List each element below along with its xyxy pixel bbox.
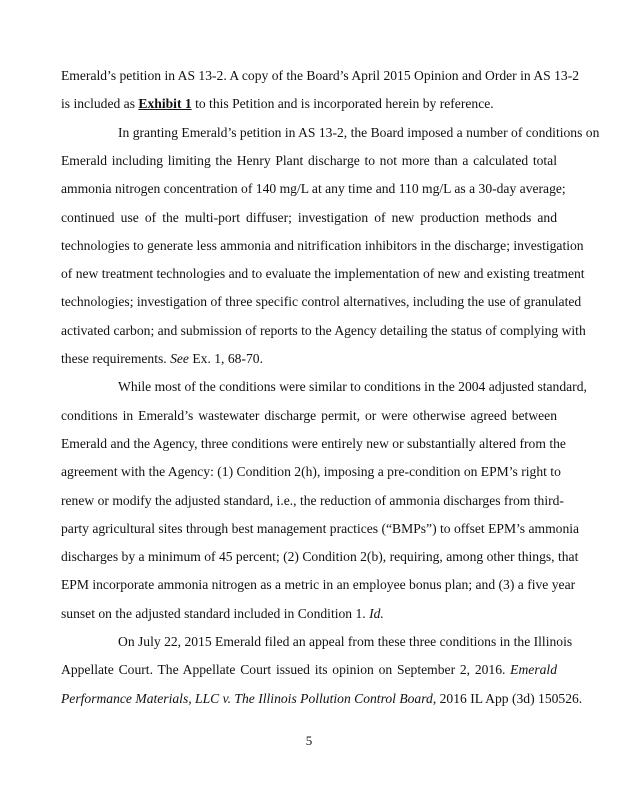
text-line: Emerald including limiting the Henry Plant discharge to not more than a calculated total — [61, 152, 557, 168]
text-span: to this Petition and is incorporated herein by reference. — [191, 96, 494, 112]
text-span: Appellate Court. The Appellate Court issued its opinion on September 2, 2016. — [61, 662, 511, 678]
text-line — [61, 96, 557, 112]
text-line — [61, 690, 583, 707]
text-line — [61, 351, 557, 367]
text-line — [61, 662, 557, 678]
text-line: On July 22, 2015 Emerald filed an appeal from these three conditions in the Illinois — [118, 634, 573, 649]
text-span: sunset on the adjusted standard included in Condition 1. — [61, 605, 370, 621]
italic-citation: Id. — [369, 605, 384, 621]
text-line: activated carbon; and submission of reports to the Agency detailing the status of complying with — [61, 322, 586, 338]
text-line: technologies; investigation of three specific control alternatives, including the use of granulated — [61, 294, 582, 310]
text-span: these requirements. — [61, 351, 171, 366]
text-span: Ex. 1, 68-70. — [188, 351, 263, 366]
text-line: ammonia nitrogen concentration of 140 mg/L at any time and 110 mg/L as a 30-day average; — [61, 181, 566, 197]
text-line: conditions in Emerald’s wastewater discharge permit, or were otherwise agreed between — [61, 407, 557, 423]
italic-citation: See — [170, 351, 189, 366]
text-span: , 2016 IL App (3d) 150526. — [432, 690, 583, 706]
text-line: Emerald and the Agency, three conditions were entirely new or substantially altered from the — [61, 435, 566, 451]
text-line: While most of the conditions were similar to conditions in the 2004 adjusted standard, — [118, 379, 587, 395]
text-line — [61, 606, 557, 622]
italic-citation: Emerald — [510, 662, 557, 678]
text-line: In granting Emerald’s petition in AS 13-2, the Board imposed a number of conditions on — [118, 124, 600, 140]
page-number: 5 — [305, 733, 313, 748]
italic-citation: Performance Materials, LLC v. The Illinois Pollution Control Board — [61, 690, 433, 706]
text-line: technologies to generate less ammonia and nitrification inhibitors in the discharge; investigation — [61, 237, 584, 253]
exhibit-reference: Exhibit 1 — [138, 96, 192, 112]
text-line: renew or modify the adjusted standard, i.e., the reduction of ammonia discharges from third- — [61, 492, 564, 508]
text-line: party agricultural sites through best management practices (“BMPs”) to offset EPM’s ammonia — [61, 520, 580, 536]
text-line: agreement with the Agency: (1) Condition 2(h), imposing a pre-condition on EPM’s right to — [61, 464, 561, 480]
text-line: continued use of the multi-port diffuser; investigation of new production methods and — [61, 209, 557, 225]
text-line: of new treatment technologies and to evaluate the implementation of new and existing treatment — [61, 266, 585, 282]
text-line: EPM incorporate ammonia nitrogen as a metric in an employee bonus plan; and (3) a five year — [61, 577, 576, 593]
text-line: discharges by a minimum of 45 percent; (2) Condition 2(b), requiring, among other things, that — [61, 549, 579, 565]
text-span: is included as — [61, 96, 139, 112]
text-line: Emerald’s petition in AS 13-2. A copy of the Board’s April 2015 Opinion and Order in AS 13-2 — [61, 68, 580, 83]
